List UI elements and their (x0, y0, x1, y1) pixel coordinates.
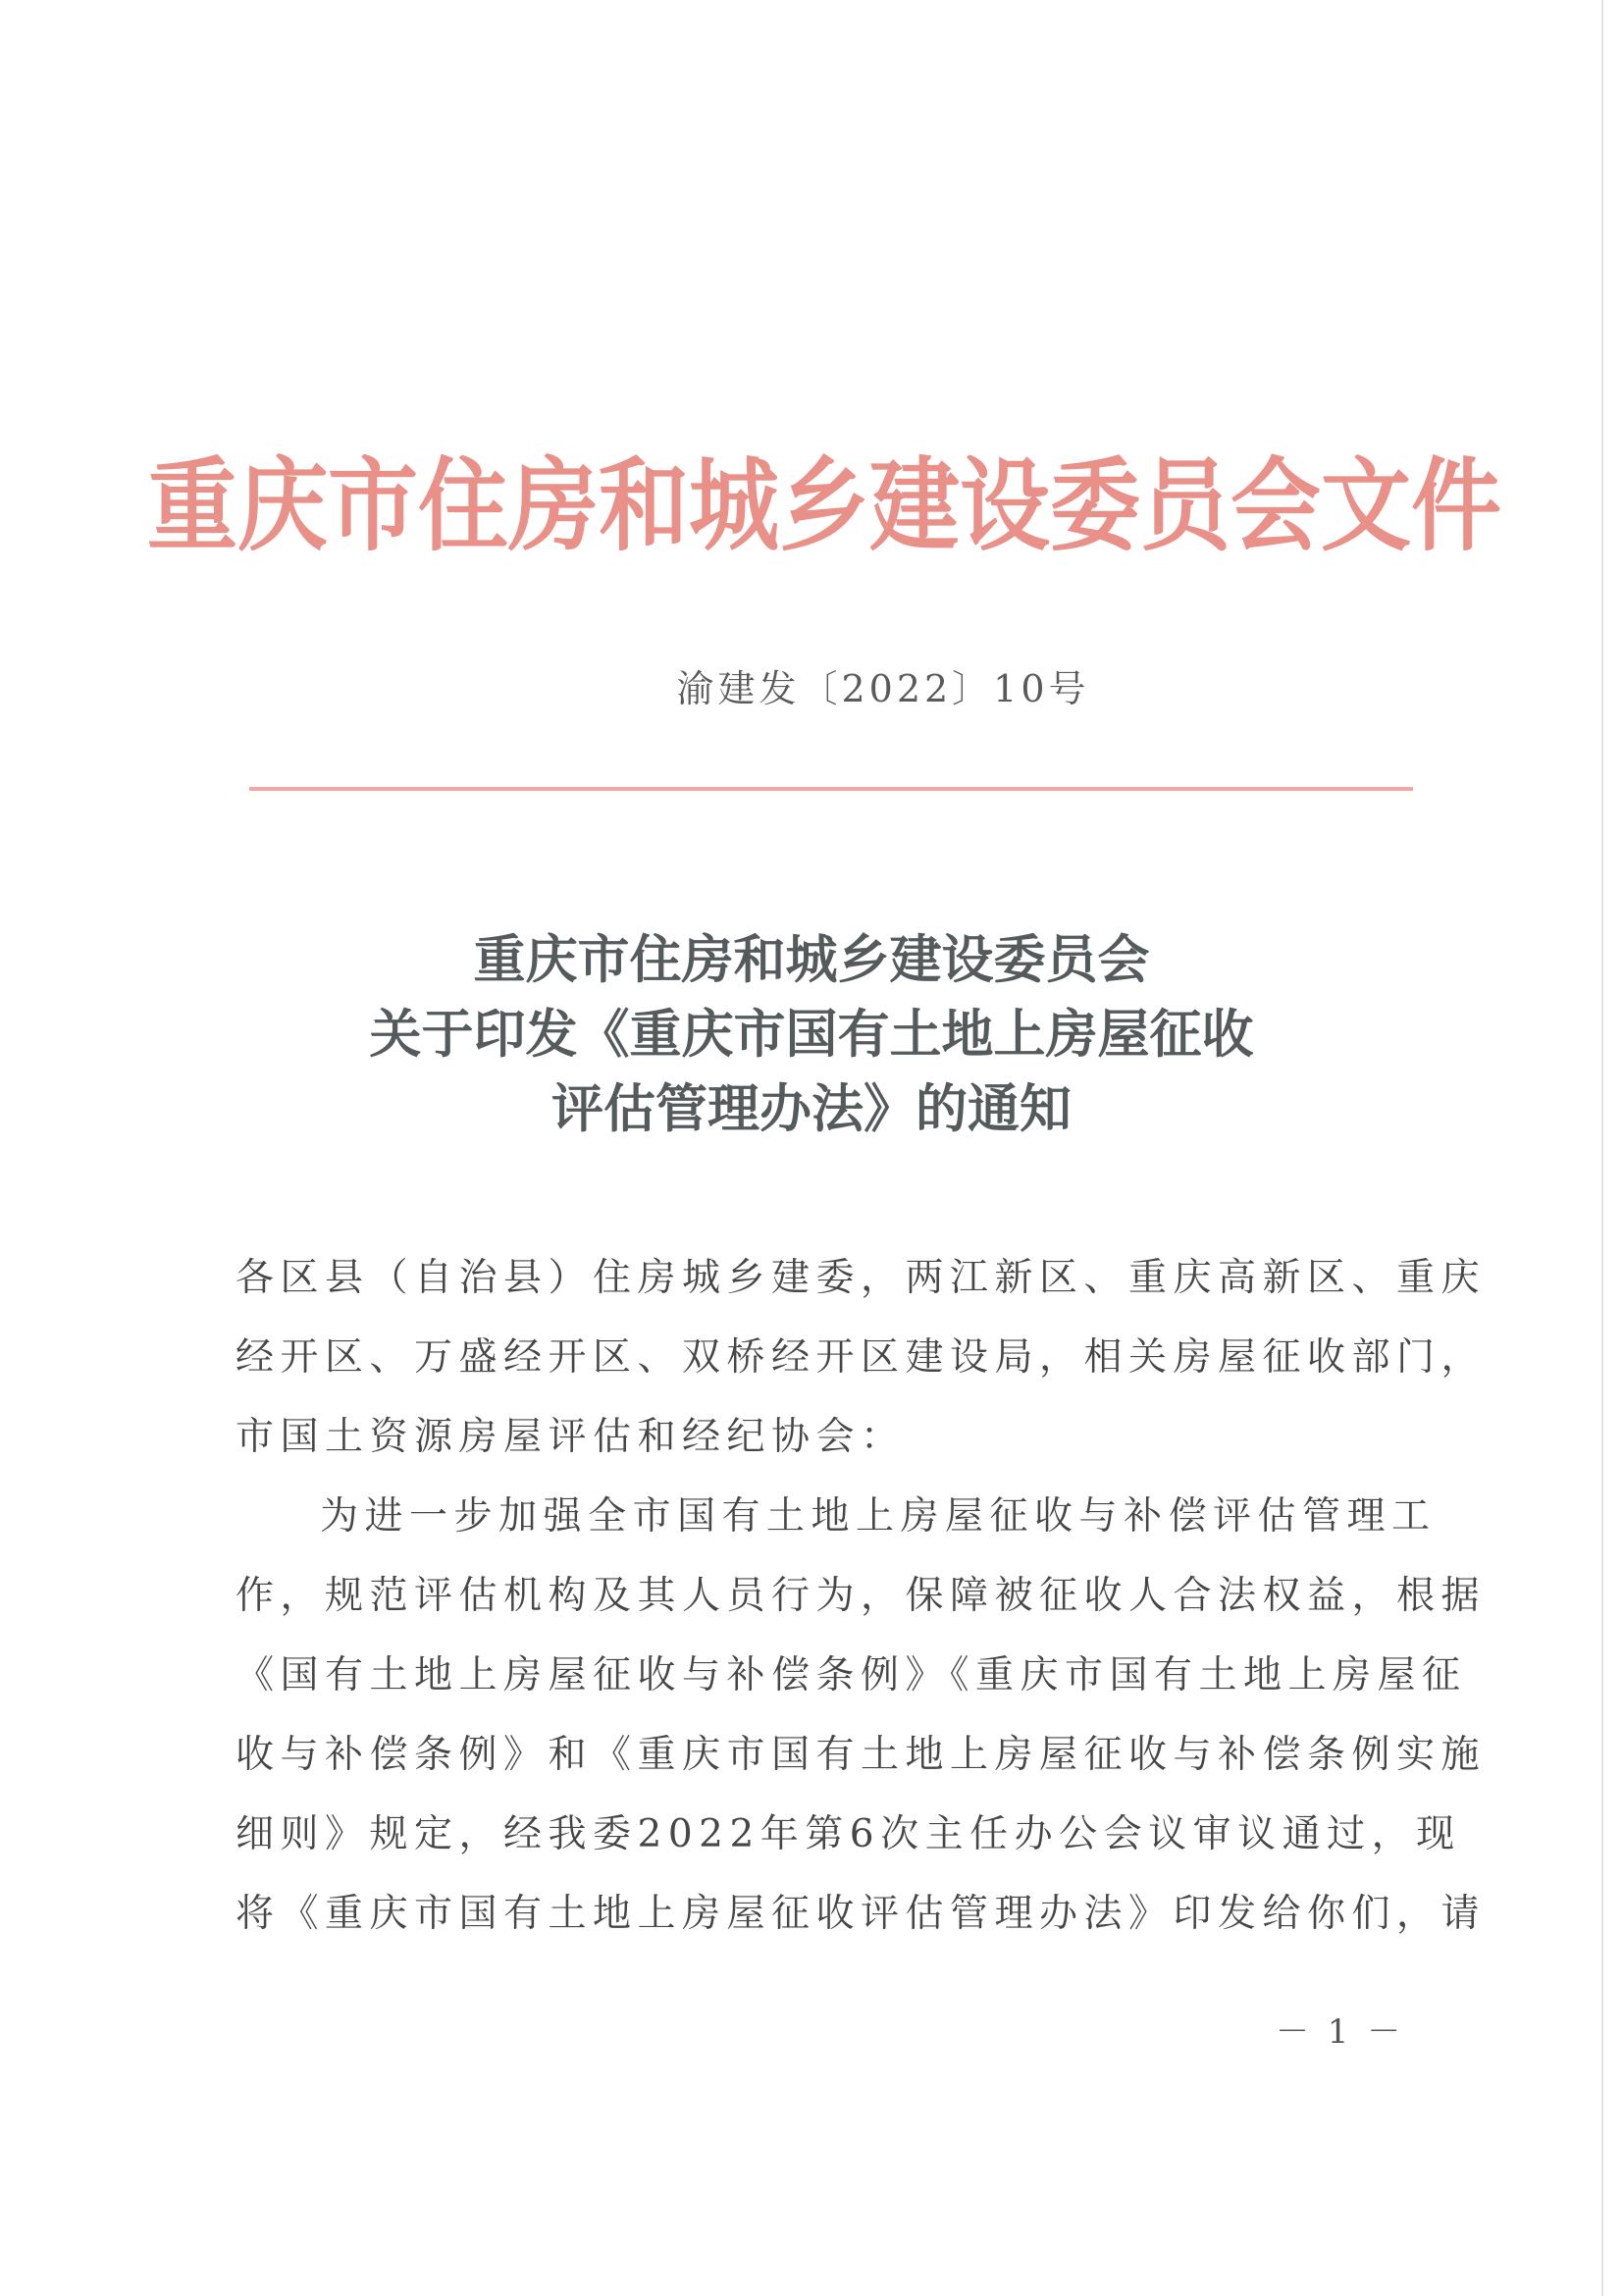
paragraph-line: 作，规范评估机构及其人员行为，保障被征收人合法权益，根据 (236, 1574, 1487, 1618)
page-number: － 1 － (1276, 2012, 1405, 2052)
paragraph-line: 细则》规定，经我委2022年第6次主任办公会议审议通过，现 (236, 1812, 1461, 1856)
title-line: 关于印发《重庆市国有土地上房屋征收 (369, 1004, 1254, 1065)
title-line: 重庆市住房和城乡建设委员会 (473, 929, 1150, 990)
document-number: 渝建发〔2022〕10号 (676, 667, 1090, 710)
masthead-title: 重庆市住房和城乡建设委员会文件 (147, 445, 1502, 565)
title-line: 评估管理办法》的通知 (551, 1078, 1072, 1139)
addressee-line: 各区县（自治县）住房城乡建委，两江新区、重庆高新区、重庆 (236, 1256, 1487, 1300)
paragraph-line: 收与补偿条例》和《重庆市国有土地上房屋征收与补偿条例实施 (236, 1733, 1487, 1777)
paragraph-line: 《国有土地上房屋征收与补偿条例》《重庆市国有土地上房屋征 (236, 1653, 1467, 1697)
addressee-line: 经开区、万盛经开区、双桥经开区建设局，相关房屋征收部门， (236, 1335, 1487, 1380)
scan-edge-divider (1601, 0, 1603, 2296)
red-divider-rule (249, 787, 1413, 791)
body-text (236, 1238, 1487, 1954)
addressee-line: 市国土资源房屋评估和经纪协会： (236, 1415, 906, 1459)
paragraph-line: 将《重庆市国有土地上房屋征收评估管理办法》印发给你们，请 (236, 1892, 1487, 1936)
notice-title (196, 922, 1427, 1146)
paragraph-line: 为进一步加强全市国有土地上房屋征收与补偿评估管理工 (320, 1494, 1437, 1539)
